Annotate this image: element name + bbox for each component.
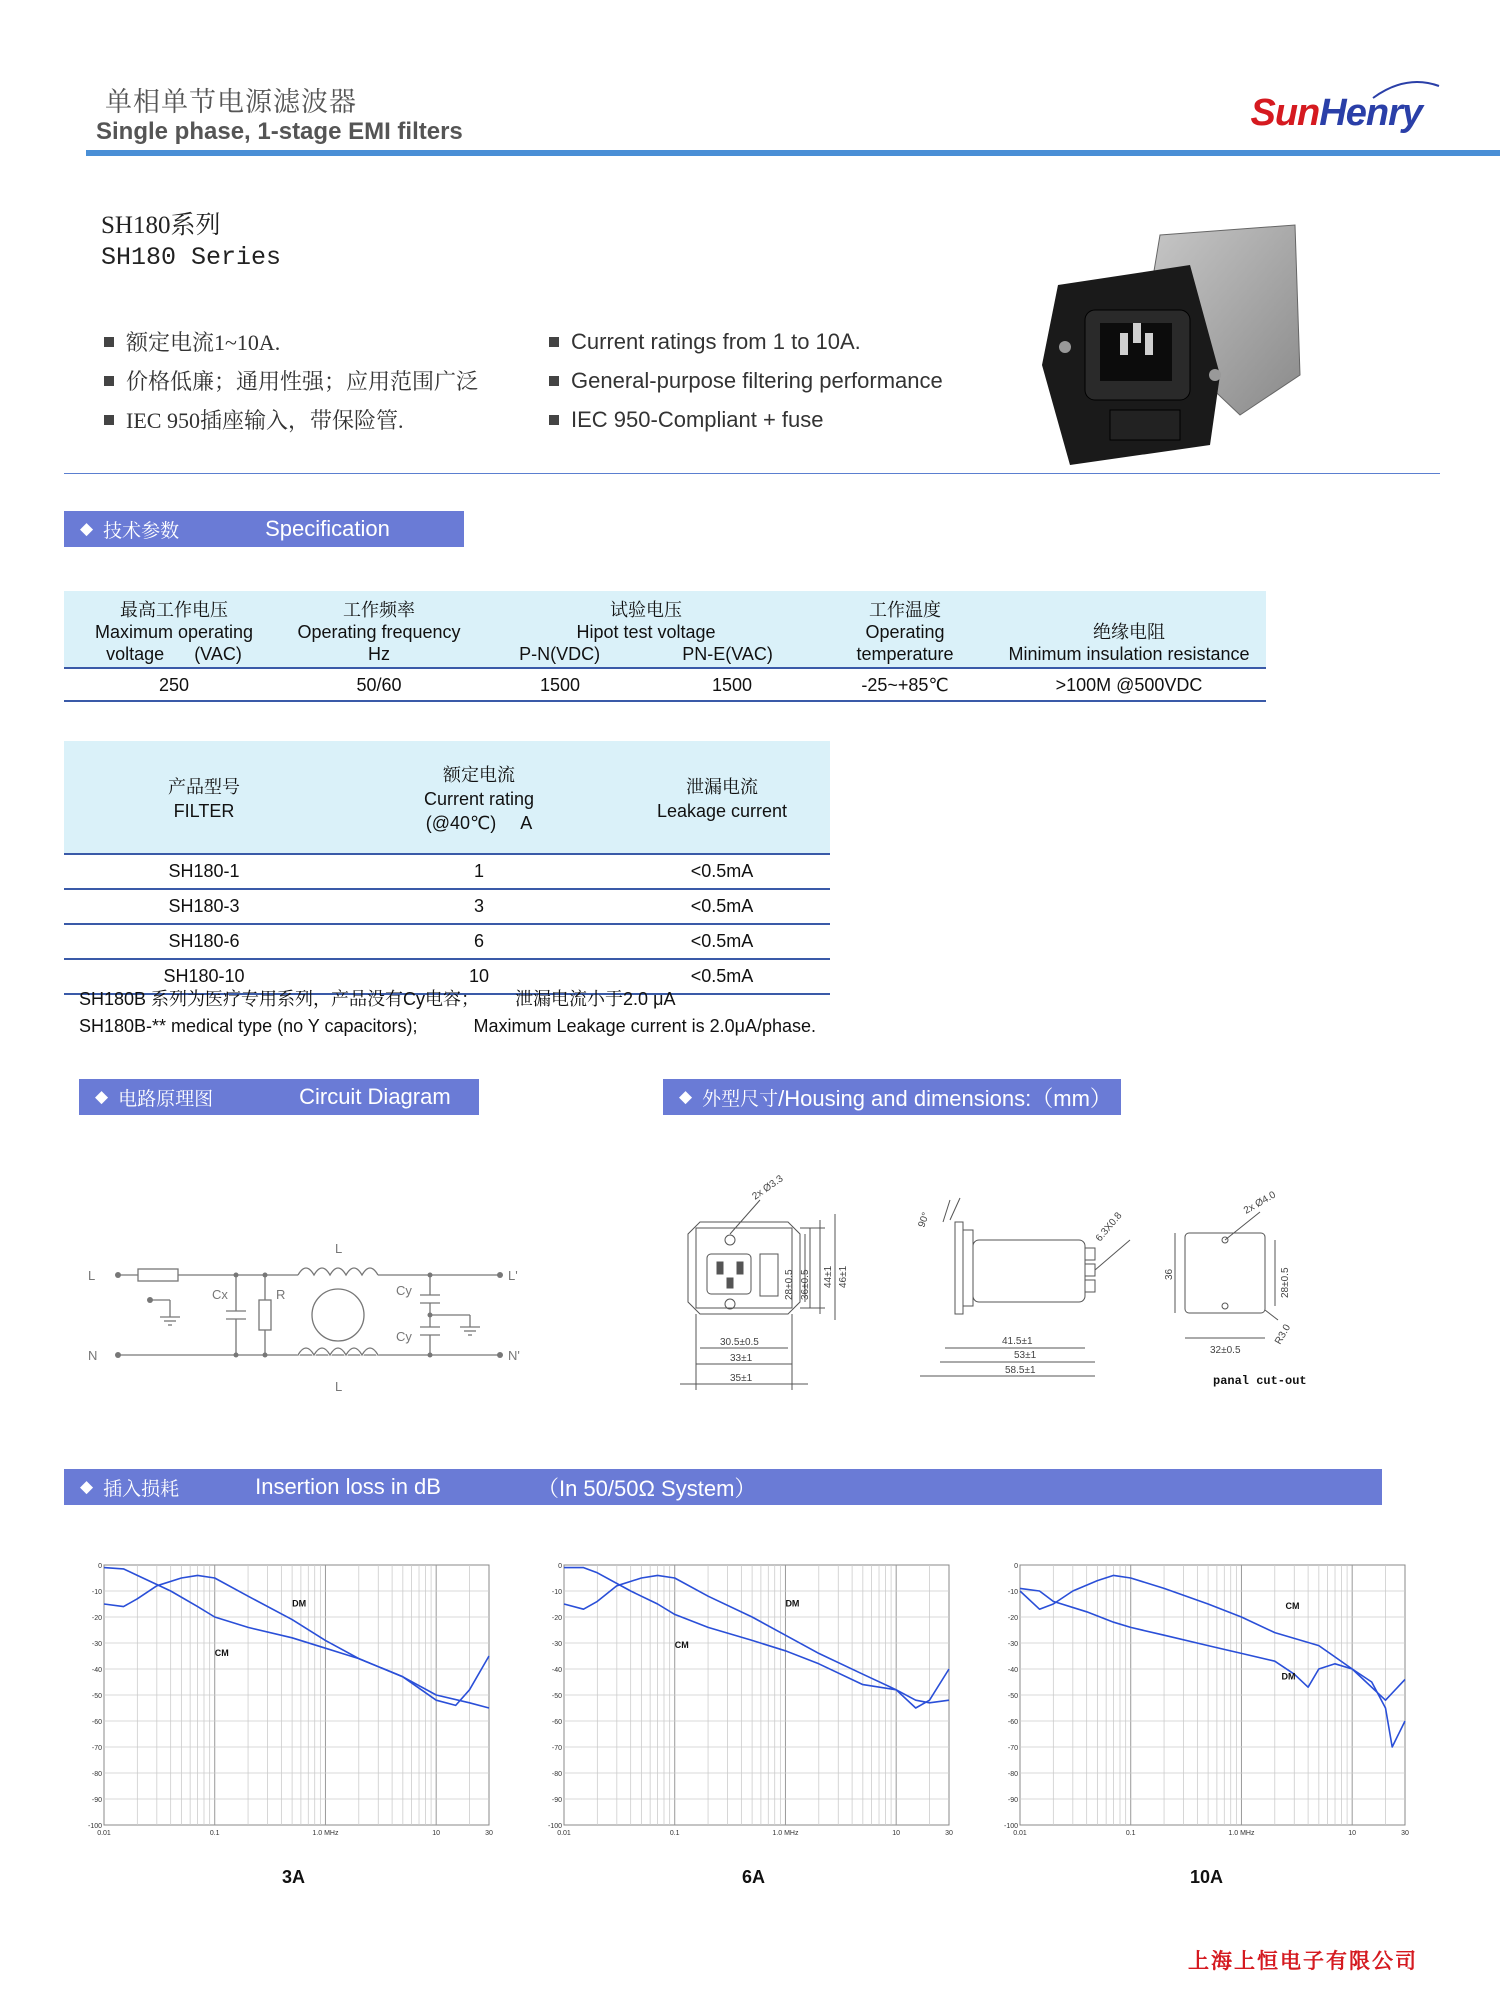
diamond-icon: ◆: [80, 519, 94, 538]
svg-text:36±0.5: 36±0.5: [800, 1269, 811, 1300]
curve-label: CM: [214, 1648, 229, 1658]
y-tick-label: -20: [551, 1615, 562, 1622]
y-tick-label: -80: [91, 1771, 102, 1778]
table-row: SH180-6 6 <0.5mA: [64, 924, 830, 959]
svg-text:46±1: 46±1: [838, 1265, 849, 1288]
x-tick-label: 30: [1401, 1830, 1409, 1837]
y-tick-label: -100: [547, 1823, 562, 1830]
chart-6a: [547, 1555, 972, 1855]
x-tick-label: 0.01: [1013, 1830, 1027, 1837]
y-tick-label: -100: [1003, 1823, 1018, 1830]
label-L-top: L: [335, 1241, 343, 1256]
series-name-en: SH180 Series: [101, 243, 282, 272]
note-en: SH180B-** medical type (no Y capacitors); Maximum Leakage current is 2.0μA/phase.: [79, 1016, 817, 1036]
spec-table: [64, 591, 1266, 702]
brand-logo: [1251, 92, 1423, 135]
chart-grid: [1020, 1565, 1405, 1825]
x-tick-label: 1.0 MHz: [772, 1830, 799, 1837]
y-tick-label: -40: [1007, 1667, 1018, 1674]
svg-text:44±1: 44±1: [823, 1265, 834, 1288]
label-out-L: L': [508, 1268, 518, 1283]
diamond-icon: ◆: [679, 1087, 693, 1106]
x-tick-label: 30: [945, 1830, 953, 1837]
spec-cell: -25~+85℃: [818, 668, 992, 701]
y-tick-label: -90: [1007, 1797, 1018, 1804]
svg-text:32±0.5: 32±0.5: [1210, 1345, 1241, 1356]
table-row: SH180-1 1 <0.5mA: [64, 854, 830, 889]
spec-section-title-cn: 技术参数: [103, 520, 180, 542]
curve-label: DM: [292, 1598, 307, 1609]
logo-part-2: Henry: [1319, 92, 1422, 134]
x-tick-label: 10: [432, 1830, 441, 1837]
chart-caption-3a: 3A: [282, 1867, 306, 1887]
insertion-section-header: ◆ 插入损耗 Insertion loss in dB （In 50/50Ω System）: [64, 1469, 1382, 1505]
y-tick-label: -20: [1007, 1615, 1018, 1622]
y-tick-label: -70: [551, 1745, 562, 1752]
label-cy2: Cy: [396, 1329, 412, 1344]
chart-10a: [1003, 1555, 1428, 1855]
y-tick-label: -90: [551, 1797, 562, 1804]
x-tick-label: 0.1: [669, 1830, 680, 1837]
svg-text:58.5±1: 58.5±1: [1005, 1365, 1036, 1376]
y-tick-label: 0: [98, 1563, 102, 1570]
spec-col-frequency: 工作频率 Operating frequency Hz: [284, 591, 474, 668]
chart-caption-10a: 10A: [1190, 1867, 1224, 1887]
spec-section-title-en: Specification: [265, 516, 390, 541]
x-tick-label: 30: [485, 1830, 493, 1837]
y-tick-label: -50: [1007, 1693, 1018, 1700]
label-cx: Cx: [212, 1287, 228, 1302]
svg-text:33±1: 33±1: [730, 1353, 753, 1364]
svg-text:36: 36: [1164, 1268, 1175, 1280]
svg-text:41.5±1: 41.5±1: [1002, 1336, 1033, 1347]
svg-text:2x Ø4.0: 2x Ø4.0: [1242, 1189, 1278, 1217]
logo-part-1: Sun: [1250, 92, 1320, 134]
circuit-section-header: ◆ 电路原理图 Circuit Diagram: [79, 1079, 479, 1115]
logo-swoosh-icon: [1371, 80, 1441, 102]
y-tick-label: -40: [91, 1667, 102, 1674]
spec-cell: 1500 1500: [474, 668, 818, 701]
product-photo: [1040, 215, 1315, 455]
header-title-cn: 单相单节电源滤波器: [105, 87, 357, 117]
diamond-icon: ◆: [80, 1477, 94, 1496]
filter-col-current: 额定电流 Current rating (@40℃) A: [344, 741, 614, 854]
chart-grid: [564, 1565, 949, 1825]
housing-drawing: [660, 1170, 1380, 1410]
svg-text:2x Ø3.3: 2x Ø3.3: [750, 1173, 786, 1203]
y-tick-label: -10: [1007, 1589, 1018, 1596]
filter-table-header: [64, 741, 830, 854]
feature-item: Current ratings from 1 to 10A.: [549, 322, 943, 361]
y-tick-label: -100: [87, 1823, 102, 1830]
housing-section-header: ◆ 外型尺寸 /Housing and dimensions:（mm）: [663, 1079, 1121, 1115]
spec-col-temperature: 工作温度 Operating temperature: [818, 591, 992, 668]
y-tick-label: 0: [1014, 1563, 1018, 1570]
y-tick-label: -30: [1007, 1641, 1018, 1648]
chart-3a: [87, 1555, 512, 1855]
table-row: SH180-10 10 <0.5mA: [64, 959, 830, 994]
feature-item: 额定电流1~10A.: [104, 322, 478, 361]
svg-text:R3.0: R3.0: [1273, 1322, 1294, 1347]
filter-col-model: 产品型号 FILTER: [64, 741, 344, 854]
y-tick-label: -80: [551, 1771, 562, 1778]
y-tick-label: -50: [551, 1693, 562, 1700]
filter-table: [64, 741, 830, 995]
label-r: R: [276, 1287, 286, 1302]
y-tick-label: -60: [91, 1719, 102, 1726]
label-in-N: N: [88, 1348, 98, 1363]
header-rule: [86, 150, 1500, 156]
svg-text:90°: 90°: [916, 1211, 932, 1230]
svg-text:28±0.5: 28±0.5: [1280, 1267, 1291, 1298]
y-tick-label: -10: [551, 1589, 562, 1596]
circuit-diagram: [80, 1235, 570, 1395]
curve-label: CM: [1285, 1601, 1300, 1612]
x-tick-label: 10: [892, 1830, 901, 1837]
svg-text:6.3X0.8: 6.3X0.8: [1093, 1210, 1125, 1244]
y-tick-label: -50: [91, 1693, 102, 1700]
feature-item: General-purpose filtering performance: [549, 361, 943, 400]
x-tick-label: 0.01: [557, 1830, 571, 1837]
spec-table-row: [64, 668, 1266, 701]
y-tick-label: -40: [551, 1667, 562, 1674]
curve-label: DM: [785, 1598, 800, 1609]
label-cy1: Cy: [396, 1283, 412, 1298]
svg-text:53±1: 53±1: [1014, 1350, 1037, 1361]
section-divider: [64, 473, 1440, 474]
x-tick-label: 1.0 MHz: [1228, 1830, 1255, 1837]
svg-text:35±1: 35±1: [730, 1373, 753, 1384]
table-row: SH180-3 3 <0.5mA: [64, 889, 830, 924]
y-tick-label: -90: [91, 1797, 102, 1804]
label-out-N: N': [508, 1348, 520, 1363]
x-tick-label: 1.0 MHz: [312, 1830, 339, 1837]
x-tick-label: 0.01: [97, 1830, 111, 1837]
features-en: [549, 322, 943, 439]
spec-table-header: [64, 591, 1266, 668]
y-tick-label: -10: [91, 1589, 102, 1596]
spec-cell: 50/60: [284, 668, 474, 701]
label-L-bottom: L: [335, 1379, 343, 1394]
features-cn: [104, 322, 478, 439]
chart-caption-6a: 6A: [742, 1867, 766, 1887]
svg-text:30.5±0.5: 30.5±0.5: [720, 1337, 759, 1348]
y-tick-label: -30: [91, 1641, 102, 1648]
x-tick-label: 0.1: [209, 1830, 220, 1837]
feature-item: IEC 950插座输入，带保险管.: [104, 400, 478, 439]
note-cn: SH180B 系列为医疗专用系列，产品没有Cy电容； 泄漏电流小于2.0 μA: [79, 989, 676, 1009]
spec-col-hipot: 试验电压 Hipot test voltage P-N(VDC) PN-E(VAC): [474, 591, 818, 668]
x-tick-label: 10: [1348, 1830, 1357, 1837]
filter-col-leakage: 泄漏电流 Leakage current: [614, 741, 830, 854]
y-tick-label: -70: [91, 1745, 102, 1752]
spec-cell: 250: [64, 668, 284, 701]
y-tick-label: -60: [551, 1719, 562, 1726]
x-tick-label: 0.1: [1125, 1830, 1136, 1837]
y-tick-label: -70: [1007, 1745, 1018, 1752]
header-title-en: Single phase, 1-stage EMI filters: [96, 118, 463, 145]
y-tick-label: -30: [551, 1641, 562, 1648]
series-name-cn: SH180系列: [101, 212, 221, 239]
y-tick-label: -60: [1007, 1719, 1018, 1726]
spec-col-voltage: 最高工作电压 Maximum operating voltage (VAC): [64, 591, 284, 668]
curve-label: DM: [1281, 1671, 1296, 1682]
spec-section-header: [64, 511, 464, 547]
y-tick-label: -80: [1007, 1771, 1018, 1778]
svg-text:28±0.5: 28±0.5: [784, 1269, 795, 1300]
y-tick-label: 0: [558, 1563, 562, 1570]
spec-cell: >100M @500VDC: [992, 668, 1266, 701]
diamond-icon: ◆: [95, 1087, 109, 1106]
y-tick-label: -20: [91, 1615, 102, 1622]
cutout-label: panal cut-out: [1213, 1374, 1307, 1388]
feature-item: IEC 950-Compliant + fuse: [549, 400, 943, 439]
spec-col-insulation: 绝缘电阻 Minimum insulation resistance: [992, 591, 1266, 668]
curve-label: CM: [674, 1640, 689, 1651]
feature-item: 价格低廉；通用性强；应用范围广泛: [104, 361, 478, 400]
label-in-L: L: [88, 1268, 96, 1283]
footer-company: 上海上恒电子有限公司: [1188, 1950, 1418, 1973]
